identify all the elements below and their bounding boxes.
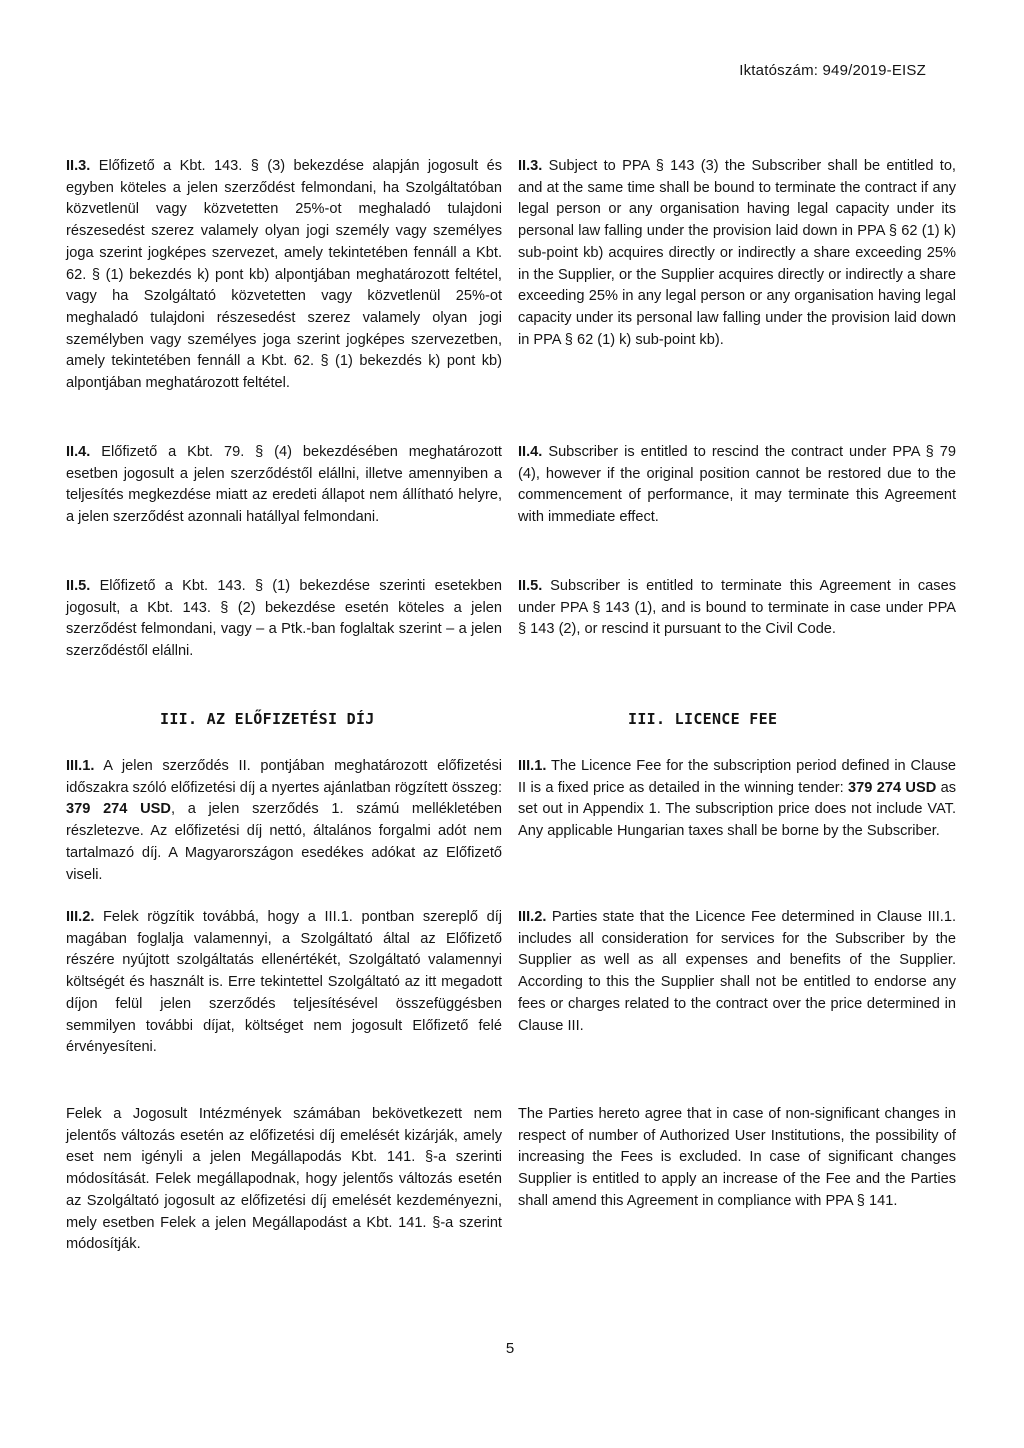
section-text: Felek rögzítik továbbá, hogy a III.1. pontban szereplő díj magában foglalja valamennyi, a Szolgáltató által az Előfizető részére nyújtott szolgáltatás ellenértékét, Szolgáltató valamennyi költségét és használt is. Erre tekintettel Szolgáltató az itt megadott díjon felül jelen szerződés teljesítésével összefüggésben semmilyen további díjat, költséget nem jogosult Előfizető felé érvényesíteni. bbox=[66, 909, 502, 1056]
section-label: III.1. bbox=[66, 758, 95, 774]
section-text: Előfizető a Kbt. 79. § (4) bekezdésében meghatározott esetben jogosult a jelen szerződéstől elállni, illetve amennyiben a teljesítés megkezdése miatt az eredeti állapot nem állítható helyre, a jelen szerződést azonnali hatállyal felmondani. bbox=[66, 444, 502, 526]
section-text: Előfizető a Kbt. 143. § (3) bekezdése alapján jogosult és egyben köteles a jelen szerződést felmondani, ha Szolgáltatóban közvetlenül vagy közvetetten 25%-ot meghaladó tulajdoni részesedést szerez valamely olyan jogi személy vagy személyes joga szerint jogképes szervezet, amely tekintetében fennáll a Kbt. 62. § (1) bekezdés k) pont kb) alpontjában meghatározott feltétel, vagy ha Szolgáltató közvetetten vagy közvetlenül 25%-ot meghaladó tulajdoni részesedést szerez valamely olyan jogi személyben vagy személyes joga szerint jogképes szervezetben, amely tekintetében fennáll a Kbt. 62. § (1) bekezdés k) pont kb) alpontjában meghatározott feltétel. bbox=[66, 158, 502, 392]
section-2-5-hu bbox=[66, 576, 502, 663]
section-2-4-en bbox=[518, 442, 956, 529]
section-text: Előfizető a Kbt. 143. § (1) bekezdése szerinti esetekben jogosult, a Kbt. 143. § (2) bekezdése esetén köteles a jelen szerződést felmondani, vagy – a Ptk.-ban foglaltak szerint – a jelen szerződéstől elállni. bbox=[66, 578, 502, 660]
section-text: , a jelen szerződés 1. számú mellékletében részletezve. Az előfizetési díj nettó, általános forgalmi adót nem tartalmazó díj. A Magyarországon esedékes adókat az Előfizető viseli. bbox=[66, 801, 502, 883]
section-label: II.5. bbox=[518, 578, 543, 594]
section-label: II.4. bbox=[66, 444, 91, 460]
section-text: Subject to PPA § 143 (3) the Subscriber shall be entitled to, and at the same time shall be bound to terminate the contract if any legal person or any organisation having legal capacity under its personal law falling under the provision laid down in PPA § 62 (1) k) sub-point kb) acquires directly or indirectly a share exceeding 25% in the Supplier, or the Supplier acquires directly or indirectly a share exceeding 25% in any legal person or any organisation having legal capacity under its personal law falling under the provision laid down in PPA § 62 (1) k) sub-point kb). bbox=[518, 158, 956, 348]
section-text: The Licence Fee for the subscription period defined in Clause II is a fixed price as detailed in the winning tender: bbox=[518, 758, 956, 796]
fee-amount: 379 274 USD bbox=[66, 801, 171, 818]
section-heading-en: III. LICENCE FEE bbox=[628, 710, 778, 728]
registration-number: Iktatószám: 949/2019-EISZ bbox=[739, 62, 926, 79]
section-label: III.2. bbox=[66, 909, 95, 925]
section-label: III.1. bbox=[518, 758, 547, 774]
fee-change-paragraph-hu: Felek a Jogosult Intézmények számában bekövetkezett nem jelentős változás esetén az előfizetési díj emelését kizárják, amely eset nem igényli a jelen Megállapodás Kbt. 141. §-a szerinti módosítását. Felek megállapodnak, hogy jelentős változás esetén az Szolgáltató jogosult az előfizetési díj emelését kezdeményezni, mely esetben Felek a jelen Megállapodást a Kbt. 141. §-a szerint módosítják. bbox=[66, 1106, 502, 1253]
section-text: Subscriber is entitled to rescind the contract under PPA § 79 (4), however if the original position cannot be restored due to the commencement of performance, it may terminate this Agreement with immediate effect. bbox=[518, 444, 956, 526]
section-3-2-hu bbox=[66, 907, 502, 1059]
section-label: II.3. bbox=[66, 158, 91, 174]
page-number bbox=[0, 1340, 1024, 1357]
section-2-5-en bbox=[518, 576, 956, 641]
section-2-3-en bbox=[518, 156, 956, 351]
section-2-3-hu bbox=[66, 156, 502, 395]
section-label: II.3. bbox=[518, 158, 543, 174]
section-heading-hu: III. AZ ELŐFIZETÉSI DÍJ bbox=[160, 710, 375, 728]
section-label: II.5. bbox=[66, 578, 91, 594]
section-text: as set out in Appendix 1. The subscription price does not include VAT. Any applicable Hungarian taxes shall be borne by the Subscriber. bbox=[518, 779, 956, 840]
section-3-2-en bbox=[518, 907, 956, 1037]
section-text: Parties state that the Licence Fee determined in Clause III.1. includes all consideration for services for the Subscriber by the Supplier as well as all expenses and benefits of the Supplier. According to this the Supplier shall not be entitled to endorse any fees or charges related to the contract over the price determined in Clause III. bbox=[518, 909, 956, 1034]
fee-amount: 379 274 USD bbox=[848, 779, 937, 796]
section-3-1-hu bbox=[66, 756, 502, 886]
section-label: III.2. bbox=[518, 909, 547, 925]
section-text: A jelen szerződés II. pontjában meghatározott előfizetési időszakra szóló előfizetési díj a nyertes ajánlatban rögzített összeg: bbox=[66, 758, 502, 796]
section-label: II.4. bbox=[518, 444, 543, 460]
fee-change-paragraph-en: The Parties hereto agree that in case of non-significant changes in respect of number of Authorized User Institutions, the possibility of increasing the Fees is excluded. In case of significant changes Supplier is entitled to apply an increase of the Fee and the Parties shall amend this Agreement in compliance with PPA § 141. bbox=[518, 1106, 956, 1209]
section-text: Subscriber is entitled to terminate this Agreement in cases under PPA § 143 (1), and is bound to terminate in case under PPA § 143 (2), or rescind it pursuant to the Civil Code. bbox=[518, 578, 956, 638]
section-2-4-hu bbox=[66, 442, 502, 529]
page-number-value: 5 bbox=[505, 1340, 515, 1357]
section-3-1-en bbox=[518, 756, 956, 843]
